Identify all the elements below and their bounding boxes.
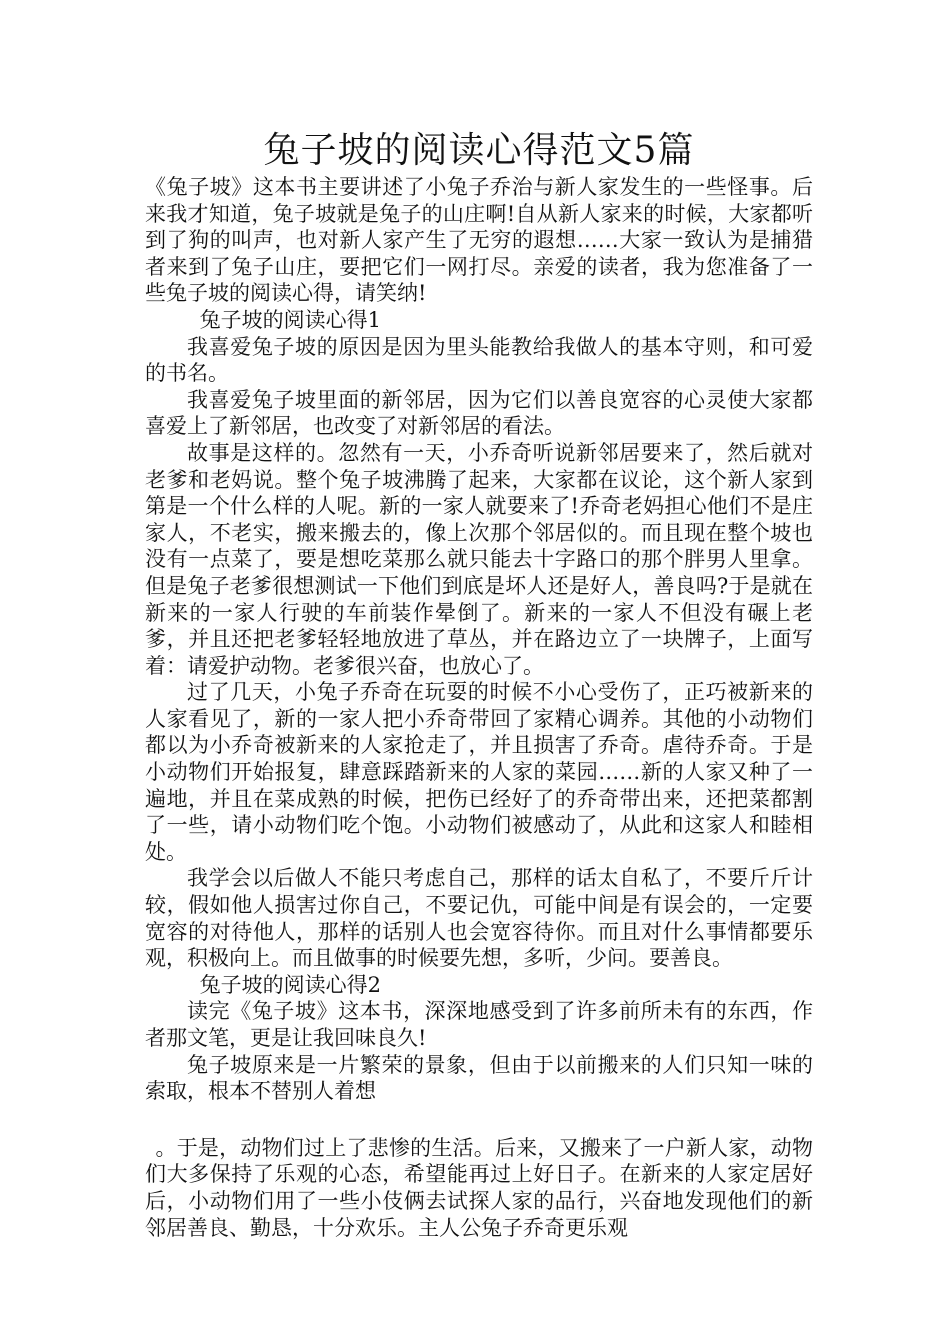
paragraph-gap: [145, 1105, 813, 1135]
section-2-paragraph: 读完《兔子坡》这本书，深深地感受到了许多前所未有的东西，作者那文笔，更是让我回味良久!: [145, 999, 813, 1050]
section-1-paragraph: 我喜爱兔子坡的原因是因为里头能教给我做人的基本守则，和可爱的书名。: [145, 334, 813, 386]
document-page: [145, 128, 813, 1241]
section-1-paragraph: 我学会以后做人不能只考虑自己，那样的话太自私了，不要斤斤计较，假如他人损害过你自己，不要记仇，可能中间是有误会的，一定要宽容的对待他人，那样的话别人也会宽容待你。而且对什么事情都要乐观，积极向上。而且做事的时候要先想，多听，少问。要善良。: [145, 866, 813, 971]
section-1-paragraph: 过了几天，小兔子乔奇在玩耍的时候不小心受伤了，正巧被新来的人家看见了，新的一家人把小乔奇带回了家精心调养。其他的小动物们都以为小乔奇被新来的人家抢走了，并且损害了乔奇。虐待乔奇。于是小动物们开始报复，肆意踩踏新来的人家的菜园……新的人家又种了一遍地，并且在菜成熟的时候，把伤已经好了的乔奇带出来，还把菜都割了一些，请小动物们吃个饱。小动物们被感动了，从此和这家人和睦相处。: [145, 680, 813, 864]
section-1-paragraph: 我喜爱兔子坡里面的新邻居，因为它们以善良宽容的心灵使大家都喜爱上了新邻居，也改变了对新邻居的看法。: [145, 387, 813, 439]
intro-paragraph: 《兔子坡》这本书主要讲述了小兔子乔治与新人家发生的一些怪事。后来我才知道，兔子坡就是兔子的山庄啊!自从新人家来的时候，大家都听到了狗的叫声，也对新人家产生了无穷的遐想……大家一致认为是捕猎者来到了兔子山庄，要把它们一网打尽。亲爱的读者，我为您准备了一些兔子坡的阅读心得，请笑纳!: [145, 175, 813, 306]
section-2-heading: 兔子坡的阅读心得2: [199, 972, 381, 997]
section-2-paragraph: 兔子坡原来是一片繁荣的景象，但由于以前搬来的人们只知一味的索取，根本不替别人着想: [145, 1052, 813, 1104]
section-1-heading: 兔子坡的阅读心得1: [199, 307, 381, 332]
document-body: [145, 174, 813, 1241]
section-1-paragraph: 故事是这样的。忽然有一天，小乔奇听说新邻居要来了，然后就对老爹和老妈说。整个兔子坡沸腾了起来，大家都在议论，这个新人家到第是一个什么样的人呢。新的一家人就要来了!乔奇老妈担心他们不是庄家人，不老实，搬来搬去的，像上次那个邻居似的。而且现在整个坡也没有一点菜了，要是想吃菜那么就只能去十字路口的那个胖男人里拿。但是兔子老爹很想测试一下他们到底是坏人还是好人，善良吗?于是就在新来的一家人行驶的车前装作晕倒了。新来的一家人不但没有碾上老爹，并且还把老爹轻轻地放进了草丛，并在路边立了一块牌子，上面写着：请爱护动物。老爹很兴奋，也放心了。: [145, 440, 813, 678]
section-2-continuation: 。于是，动物们过上了悲惨的生活。后来，又搬来了一户新人家，动物们大多保持了乐观的心态，希望能再过上好日子。在新来的人家定居好后，小动物们用了一些小伎俩去试探人家的品行，兴奋地发现他们的新邻居善良、勤恳，十分欢乐。主人公兔子乔奇更乐观: [145, 1135, 813, 1240]
document-title: 兔子坡的阅读心得范文5篇: [263, 130, 695, 171]
